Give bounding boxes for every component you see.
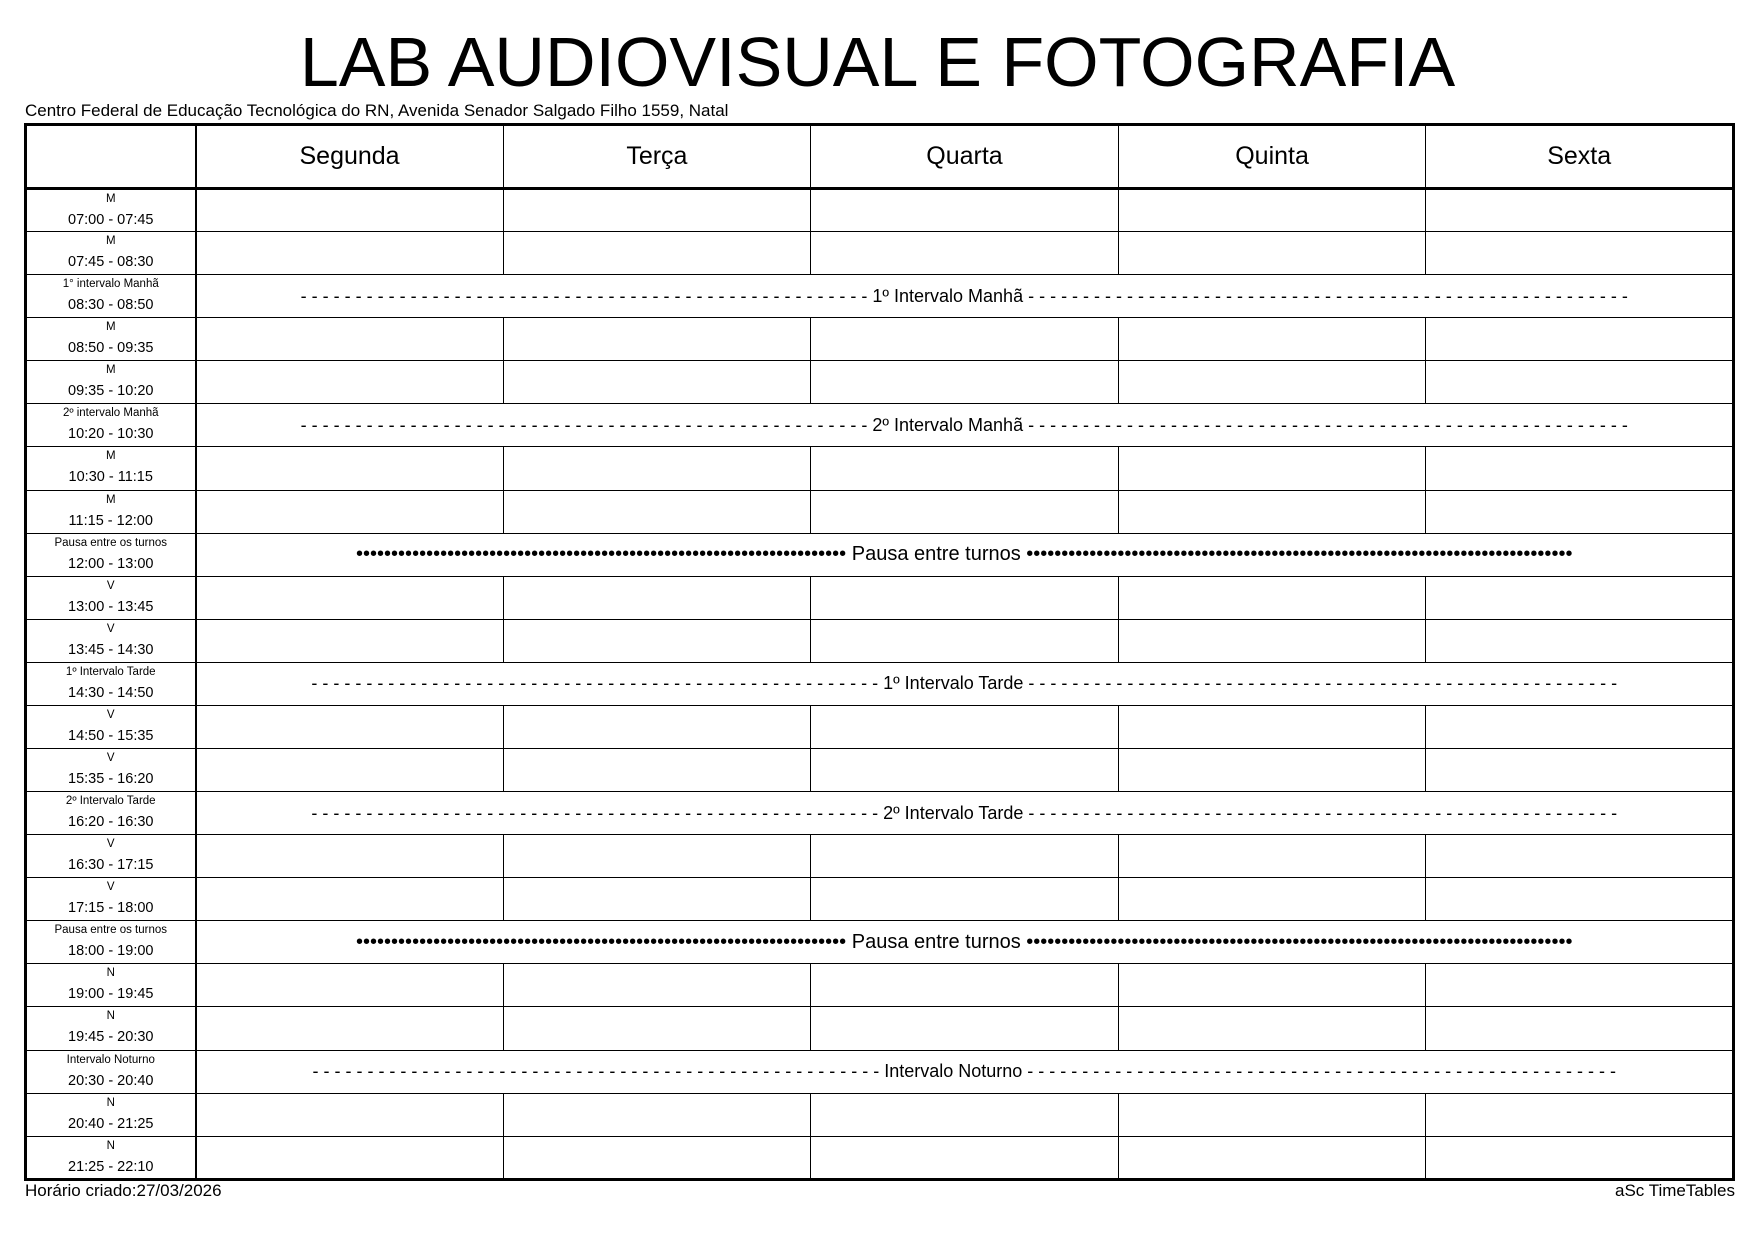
lesson-cell bbox=[503, 318, 811, 361]
lesson-cell bbox=[196, 490, 504, 533]
lesson-cell bbox=[1118, 705, 1426, 748]
lesson-cell bbox=[196, 447, 504, 490]
lesson-cell bbox=[1426, 619, 1734, 662]
break-label: - - - - - - - - - - - - - - - - - - - - - - - - - - - - - - - - - - - - - - - - - - - - - - - - - - - - 1º Intervalo Manhã - - - - - - - - - - - - - - - - - - - - - - - - - - - - - - - - - - - - - - - - - - - - - - - - - - - - - - - bbox=[300, 285, 1628, 306]
lesson-cell bbox=[503, 361, 811, 404]
lesson-cell bbox=[196, 705, 504, 748]
lesson-cell bbox=[1426, 1093, 1734, 1136]
period-label-cell bbox=[26, 749, 196, 792]
lesson-cell bbox=[1426, 232, 1734, 275]
lesson-cell bbox=[196, 835, 504, 878]
period-label-cell bbox=[26, 404, 196, 447]
lesson-cell bbox=[811, 1093, 1119, 1136]
break-banner bbox=[196, 404, 1734, 447]
period-label-cell bbox=[26, 490, 196, 533]
period-row bbox=[26, 318, 1734, 361]
lesson-cell bbox=[1426, 749, 1734, 792]
period-label-cell bbox=[26, 275, 196, 318]
period-label-cell bbox=[26, 835, 196, 878]
lesson-cell bbox=[196, 749, 504, 792]
lesson-cell bbox=[1426, 318, 1734, 361]
day-header-quarta: Quarta bbox=[811, 125, 1119, 189]
break-banner bbox=[196, 275, 1734, 318]
period-label-cell bbox=[26, 662, 196, 705]
lesson-cell bbox=[1118, 1093, 1426, 1136]
period-name: N bbox=[106, 1010, 115, 1023]
break-row bbox=[26, 404, 1734, 447]
period-label-cell bbox=[26, 921, 196, 964]
period-time: 13:45 - 14:30 bbox=[68, 641, 154, 658]
period-time: 08:50 - 09:35 bbox=[68, 340, 154, 357]
period-time: 19:45 - 20:30 bbox=[68, 1029, 154, 1046]
break-banner bbox=[196, 921, 1734, 964]
period-row bbox=[26, 361, 1734, 404]
period-row bbox=[26, 490, 1734, 533]
lesson-cell bbox=[503, 1007, 811, 1050]
period-time: 17:15 - 18:00 bbox=[68, 900, 154, 917]
lesson-cell bbox=[1426, 189, 1734, 232]
period-name: N bbox=[106, 1096, 115, 1109]
lesson-cell bbox=[503, 189, 811, 232]
period-name: M bbox=[105, 235, 116, 248]
period-name: V bbox=[106, 622, 115, 635]
period-row bbox=[26, 447, 1734, 490]
lesson-cell bbox=[1426, 576, 1734, 619]
lesson-cell bbox=[811, 619, 1119, 662]
period-label-cell bbox=[26, 619, 196, 662]
period-time: 15:35 - 16:20 bbox=[68, 771, 154, 788]
lesson-cell bbox=[1426, 447, 1734, 490]
period-time: 16:30 - 17:15 bbox=[68, 857, 154, 874]
lesson-cell bbox=[811, 576, 1119, 619]
period-label-cell bbox=[26, 189, 196, 232]
break-label: - - - - - - - - - - - - - - - - - - - - - - - - - - - - - - - - - - - - - - - - - - - - - - - - - - - - 2º Intervalo Tarde - - - - - - - - - - - - - - - - - - - - - - - - - - - - - - - - - - - - - - - - - - - - - - - - - - - - - - bbox=[311, 802, 1618, 823]
period-row bbox=[26, 705, 1734, 748]
lesson-cell bbox=[503, 878, 811, 921]
period-row bbox=[26, 189, 1734, 232]
period-label-cell bbox=[26, 1007, 196, 1050]
period-label-cell bbox=[26, 705, 196, 748]
lesson-cell bbox=[196, 964, 504, 1007]
lesson-cell bbox=[503, 749, 811, 792]
lesson-cell bbox=[1426, 878, 1734, 921]
period-row bbox=[26, 1136, 1734, 1179]
lesson-cell bbox=[196, 232, 504, 275]
period-row bbox=[26, 1093, 1734, 1136]
lesson-cell bbox=[1118, 576, 1426, 619]
period-time: 18:00 - 19:00 bbox=[68, 943, 154, 960]
lesson-cell bbox=[1118, 361, 1426, 404]
period-name: 2º Intervalo Tarde bbox=[65, 795, 156, 808]
period-time: 07:00 - 07:45 bbox=[68, 212, 154, 228]
lesson-cell bbox=[503, 447, 811, 490]
lesson-cell bbox=[1118, 232, 1426, 275]
period-row bbox=[26, 749, 1734, 792]
lesson-cell bbox=[1426, 1007, 1734, 1050]
period-label-cell bbox=[26, 533, 196, 576]
lesson-cell bbox=[1118, 318, 1426, 361]
break-row bbox=[26, 662, 1734, 705]
period-time: 10:30 - 11:15 bbox=[68, 469, 153, 486]
lesson-cell bbox=[196, 361, 504, 404]
period-name: 2º intervalo Manhã bbox=[62, 407, 159, 420]
period-time: 07:45 - 08:30 bbox=[68, 254, 154, 271]
period-time: 09:35 - 10:20 bbox=[68, 383, 154, 400]
period-name: N bbox=[106, 967, 115, 980]
day-header-sexta: Sexta bbox=[1426, 125, 1734, 189]
timetable-grid bbox=[24, 123, 1735, 1181]
period-name: 1° intervalo Manhã bbox=[62, 278, 159, 291]
period-time: 14:30 - 14:50 bbox=[68, 684, 154, 701]
lesson-cell bbox=[811, 835, 1119, 878]
period-row bbox=[26, 619, 1734, 662]
period-name: M bbox=[105, 321, 116, 334]
break-banner bbox=[196, 1050, 1734, 1093]
period-name: M bbox=[105, 493, 116, 506]
lesson-cell bbox=[1118, 490, 1426, 533]
lesson-cell bbox=[196, 878, 504, 921]
period-time: 13:00 - 13:45 bbox=[68, 598, 154, 615]
lesson-cell bbox=[196, 619, 504, 662]
period-time: 16:20 - 16:30 bbox=[68, 814, 154, 831]
lesson-cell bbox=[1426, 361, 1734, 404]
period-name: M bbox=[105, 193, 116, 205]
period-time: 20:40 - 21:25 bbox=[68, 1115, 154, 1132]
lesson-cell bbox=[811, 749, 1119, 792]
break-banner bbox=[196, 792, 1734, 835]
lesson-cell bbox=[1118, 964, 1426, 1007]
lesson-cell bbox=[1426, 1136, 1734, 1179]
period-time: 12:00 - 13:00 bbox=[68, 555, 154, 572]
lesson-cell bbox=[196, 1093, 504, 1136]
period-name: Intervalo Noturno bbox=[66, 1053, 155, 1066]
lesson-cell bbox=[196, 1007, 504, 1050]
break-label: •••••••••••••••••••••••••••••••••••••••••••••••••••••••••••••••••••••• Pausa entre turnos •••••••••••••••••••••••••••••••••••••••••••••••••••••••••••••••••••••••••••••• bbox=[356, 930, 1573, 953]
period-row bbox=[26, 964, 1734, 1007]
period-name: V bbox=[106, 752, 115, 765]
lesson-cell bbox=[196, 189, 504, 232]
period-name: V bbox=[106, 881, 115, 894]
school-address: Centro Federal de Educação Tecnológica do RN, Avenida Senador Salgado Filho 1559, Natal bbox=[25, 101, 729, 120]
lesson-cell bbox=[1118, 749, 1426, 792]
period-label-cell bbox=[26, 1136, 196, 1179]
lesson-cell bbox=[811, 878, 1119, 921]
lesson-cell bbox=[503, 964, 811, 1007]
period-label-cell bbox=[26, 318, 196, 361]
period-label-cell bbox=[26, 232, 196, 275]
break-label: - - - - - - - - - - - - - - - - - - - - - - - - - - - - - - - - - - - - - - - - - - - - - - - - - - - - 1º Intervalo Tarde - - - - - - - - - - - - - - - - - - - - - - - - - - - - - - - - - - - - - - - - - - - - - - - - - - - - - - bbox=[311, 673, 1618, 694]
lesson-cell bbox=[811, 189, 1119, 232]
period-label-cell bbox=[26, 1050, 196, 1093]
lesson-cell bbox=[1426, 705, 1734, 748]
lesson-cell bbox=[503, 1093, 811, 1136]
page-title: LAB AUDIOVISUAL E FOTOGRAFIA bbox=[299, 23, 1456, 101]
break-label: - - - - - - - - - - - - - - - - - - - - - - - - - - - - - - - - - - - - - - - - - - - - - - - - - - - - 2º Intervalo Manhã - - - - - - - - - - - - - - - - - - - - - - - - - - - - - - - - - - - - - - - - - - - - - - - - - - - - - - - bbox=[300, 414, 1628, 435]
lesson-cell bbox=[196, 318, 504, 361]
lesson-cell bbox=[1426, 964, 1734, 1007]
period-label-cell bbox=[26, 792, 196, 835]
break-banner bbox=[196, 662, 1734, 705]
period-name: M bbox=[105, 364, 116, 377]
lesson-cell bbox=[811, 361, 1119, 404]
break-label: •••••••••••••••••••••••••••••••••••••••••••••••••••••••••••••••••••••• Pausa entre turnos •••••••••••••••••••••••••••••••••••••••••••••••••••••••••••••••••••••••••••••• bbox=[356, 543, 1573, 566]
period-time: 19:00 - 19:45 bbox=[68, 986, 154, 1003]
day-header-quinta: Quinta bbox=[1118, 125, 1426, 189]
period-name: M bbox=[105, 450, 116, 463]
lesson-cell bbox=[1118, 1136, 1426, 1179]
created-date: Horário criado:27/03/2026 bbox=[25, 1181, 222, 1200]
period-label-cell bbox=[26, 1093, 196, 1136]
lesson-cell bbox=[811, 318, 1119, 361]
period-time: 20:30 - 20:40 bbox=[68, 1072, 154, 1089]
period-row bbox=[26, 878, 1734, 921]
lesson-cell bbox=[503, 619, 811, 662]
lesson-cell bbox=[1426, 835, 1734, 878]
break-row bbox=[26, 792, 1734, 835]
break-row bbox=[26, 275, 1734, 318]
lesson-cell bbox=[1118, 878, 1426, 921]
period-name: Pausa entre os turnos bbox=[54, 924, 167, 937]
period-name: V bbox=[106, 838, 115, 851]
period-name: N bbox=[106, 1139, 115, 1152]
day-header-segunda: Segunda bbox=[196, 125, 504, 189]
lesson-cell bbox=[503, 576, 811, 619]
lesson-cell bbox=[811, 232, 1119, 275]
period-time: 14:50 - 15:35 bbox=[68, 727, 154, 744]
day-header-terca: Terça bbox=[503, 125, 811, 189]
period-time: 21:25 - 22:10 bbox=[68, 1158, 154, 1175]
period-label-cell bbox=[26, 964, 196, 1007]
period-row bbox=[26, 835, 1734, 878]
lesson-cell bbox=[1118, 189, 1426, 232]
lesson-cell bbox=[811, 490, 1119, 533]
lesson-cell bbox=[196, 576, 504, 619]
period-name: 1º Intervalo Tarde bbox=[65, 665, 156, 678]
period-name: V bbox=[106, 579, 115, 592]
lesson-cell bbox=[811, 1007, 1119, 1050]
day-header-row bbox=[26, 125, 1734, 189]
period-name: V bbox=[106, 708, 115, 721]
corner-cell bbox=[26, 125, 196, 189]
lesson-cell bbox=[503, 705, 811, 748]
period-time: 11:15 - 12:00 bbox=[68, 512, 153, 529]
period-name: Pausa entre os turnos bbox=[54, 536, 167, 549]
lesson-cell bbox=[811, 705, 1119, 748]
software-credit: aSc TimeTables bbox=[1615, 1181, 1735, 1200]
break-label: - - - - - - - - - - - - - - - - - - - - - - - - - - - - - - - - - - - - - - - - - - - - - - - - - - - - Intervalo Noturno - - - - - - - - - - - - - - - - - - - - - - - - - - - - - - - - - - - - - - - - - - - - - - - - - - - - - - bbox=[312, 1061, 1617, 1082]
period-label-cell bbox=[26, 361, 196, 404]
lesson-cell bbox=[811, 1136, 1119, 1179]
period-time: 10:20 - 10:30 bbox=[68, 426, 154, 443]
lesson-cell bbox=[503, 835, 811, 878]
period-label-cell bbox=[26, 447, 196, 490]
lesson-cell bbox=[1426, 490, 1734, 533]
period-row bbox=[26, 576, 1734, 619]
lesson-cell bbox=[1118, 835, 1426, 878]
period-row bbox=[26, 232, 1734, 275]
period-row bbox=[26, 1007, 1734, 1050]
break-row bbox=[26, 1050, 1734, 1093]
lesson-cell bbox=[1118, 1007, 1426, 1050]
lesson-cell bbox=[503, 1136, 811, 1179]
period-time: 08:30 - 08:50 bbox=[68, 297, 154, 314]
lesson-cell bbox=[1118, 447, 1426, 490]
break-row bbox=[26, 533, 1734, 576]
period-label-cell bbox=[26, 576, 196, 619]
lesson-cell bbox=[1118, 619, 1426, 662]
break-banner bbox=[196, 533, 1734, 576]
break-row bbox=[26, 921, 1734, 964]
lesson-cell bbox=[811, 964, 1119, 1007]
lesson-cell bbox=[811, 447, 1119, 490]
lesson-cell bbox=[196, 1136, 504, 1179]
lesson-cell bbox=[503, 490, 811, 533]
period-label-cell bbox=[26, 878, 196, 921]
lesson-cell bbox=[503, 232, 811, 275]
